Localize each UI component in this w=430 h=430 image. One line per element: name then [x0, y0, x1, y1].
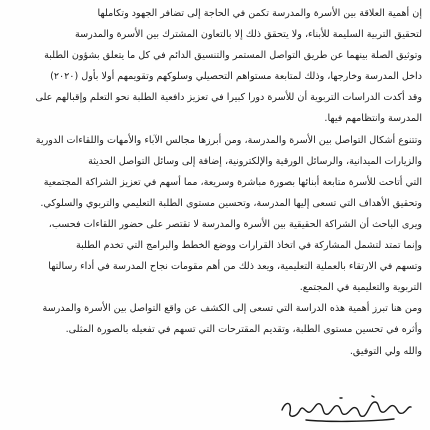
paragraph-line-2: لتحقيق التربية السليمة للأبناء، ولا يتحقق ذلك إلا بالتعاون المشترك بين الأسرة والمدرسة	[74, 29, 422, 41]
paragraph-line-13: وتسهم في الارتقاء بالعملية التعليمية، ويعد ذلك من أهم مقومات نجاح المدرسة في أداء رسالتها	[48, 261, 422, 273]
paragraph-line-7: وتتنوع أشكال التواصل بين الأسرة والمدرسة، ومن أبرزها مجالس الآباء والأمهات واللقاءات الدورية	[35, 134, 422, 146]
paragraph-line-10: وتحقيق الأهداف التي تسعى إليها المدرسة، وتحسين مستوى الطلبة التعليمي والتربوي والسلوكي.	[40, 197, 422, 209]
paragraph-line-8: والزيارات الميدانية، والرسائل الورقية والإلكترونية، إضافة إلى وسائل التواصل الحديثة	[88, 155, 422, 167]
paragraph-line-6: المدرسة وانتظامهم فيها.	[324, 113, 422, 125]
paragraph-line-11: ويرى الباحث أن الشراكة الحقيقية بين الأسرة والمدرسة لا تقتصر على حضور اللقاءات فحسب،	[48, 218, 422, 230]
paragraph-line-15: ومن هنا تبرز أهمية هذه الدراسة التي تسعى إلى الكشف عن واقع التواصل بين الأسرة والمدرسة	[42, 303, 422, 315]
paragraph-line-4: داخل المدرسة وخارجها، وذلك لمتابعة مستواهم التحصيلي وسلوكهم وتقويمهم أولا بأول (٢٠٢٠)	[50, 71, 422, 83]
paragraph-line-9: التي أتاحت للأسرة متابعة أبنائها بصورة مباشرة وسريعة، مما أسهم في تعزيز الشراكة المجتمعية	[43, 176, 422, 188]
paragraph-line-1: إن أهمية العلاقة بين الأسرة والمدرسة تكمن في الحاجة إلى تضافر الجهود وتكاملها	[97, 8, 422, 19]
handwritten-signature	[276, 390, 416, 424]
paragraph-line-12: وإنما تمتد لتشمل المشاركة في اتخاذ القرارات ووضع الخطط والبرامج التي تخدم الطلبة	[75, 240, 422, 252]
closing-line: والله ولي التوفيق.	[349, 345, 422, 357]
paragraph-line-16: وأثره في تحسين مستوى الطلبة، وتقديم المقترحات التي تسهم في تفعيله بالصورة المثلى.	[65, 324, 422, 336]
paragraph-line-5: وقد أكدت الدراسات التربوية أن للأسرة دورا كبيرا في تعزيز دافعية الطلبة نحو التعلم وإقبالهم على	[35, 92, 422, 104]
paragraph-line-14: التربوية والتعليمية في المجتمع.	[299, 282, 422, 294]
paragraph-line-3: وتوثيق الصلة بينهما عن طريق التواصل المستمر والتنسيق الدائم في كل ما يتعلق بشؤون الطلبة	[44, 50, 422, 62]
